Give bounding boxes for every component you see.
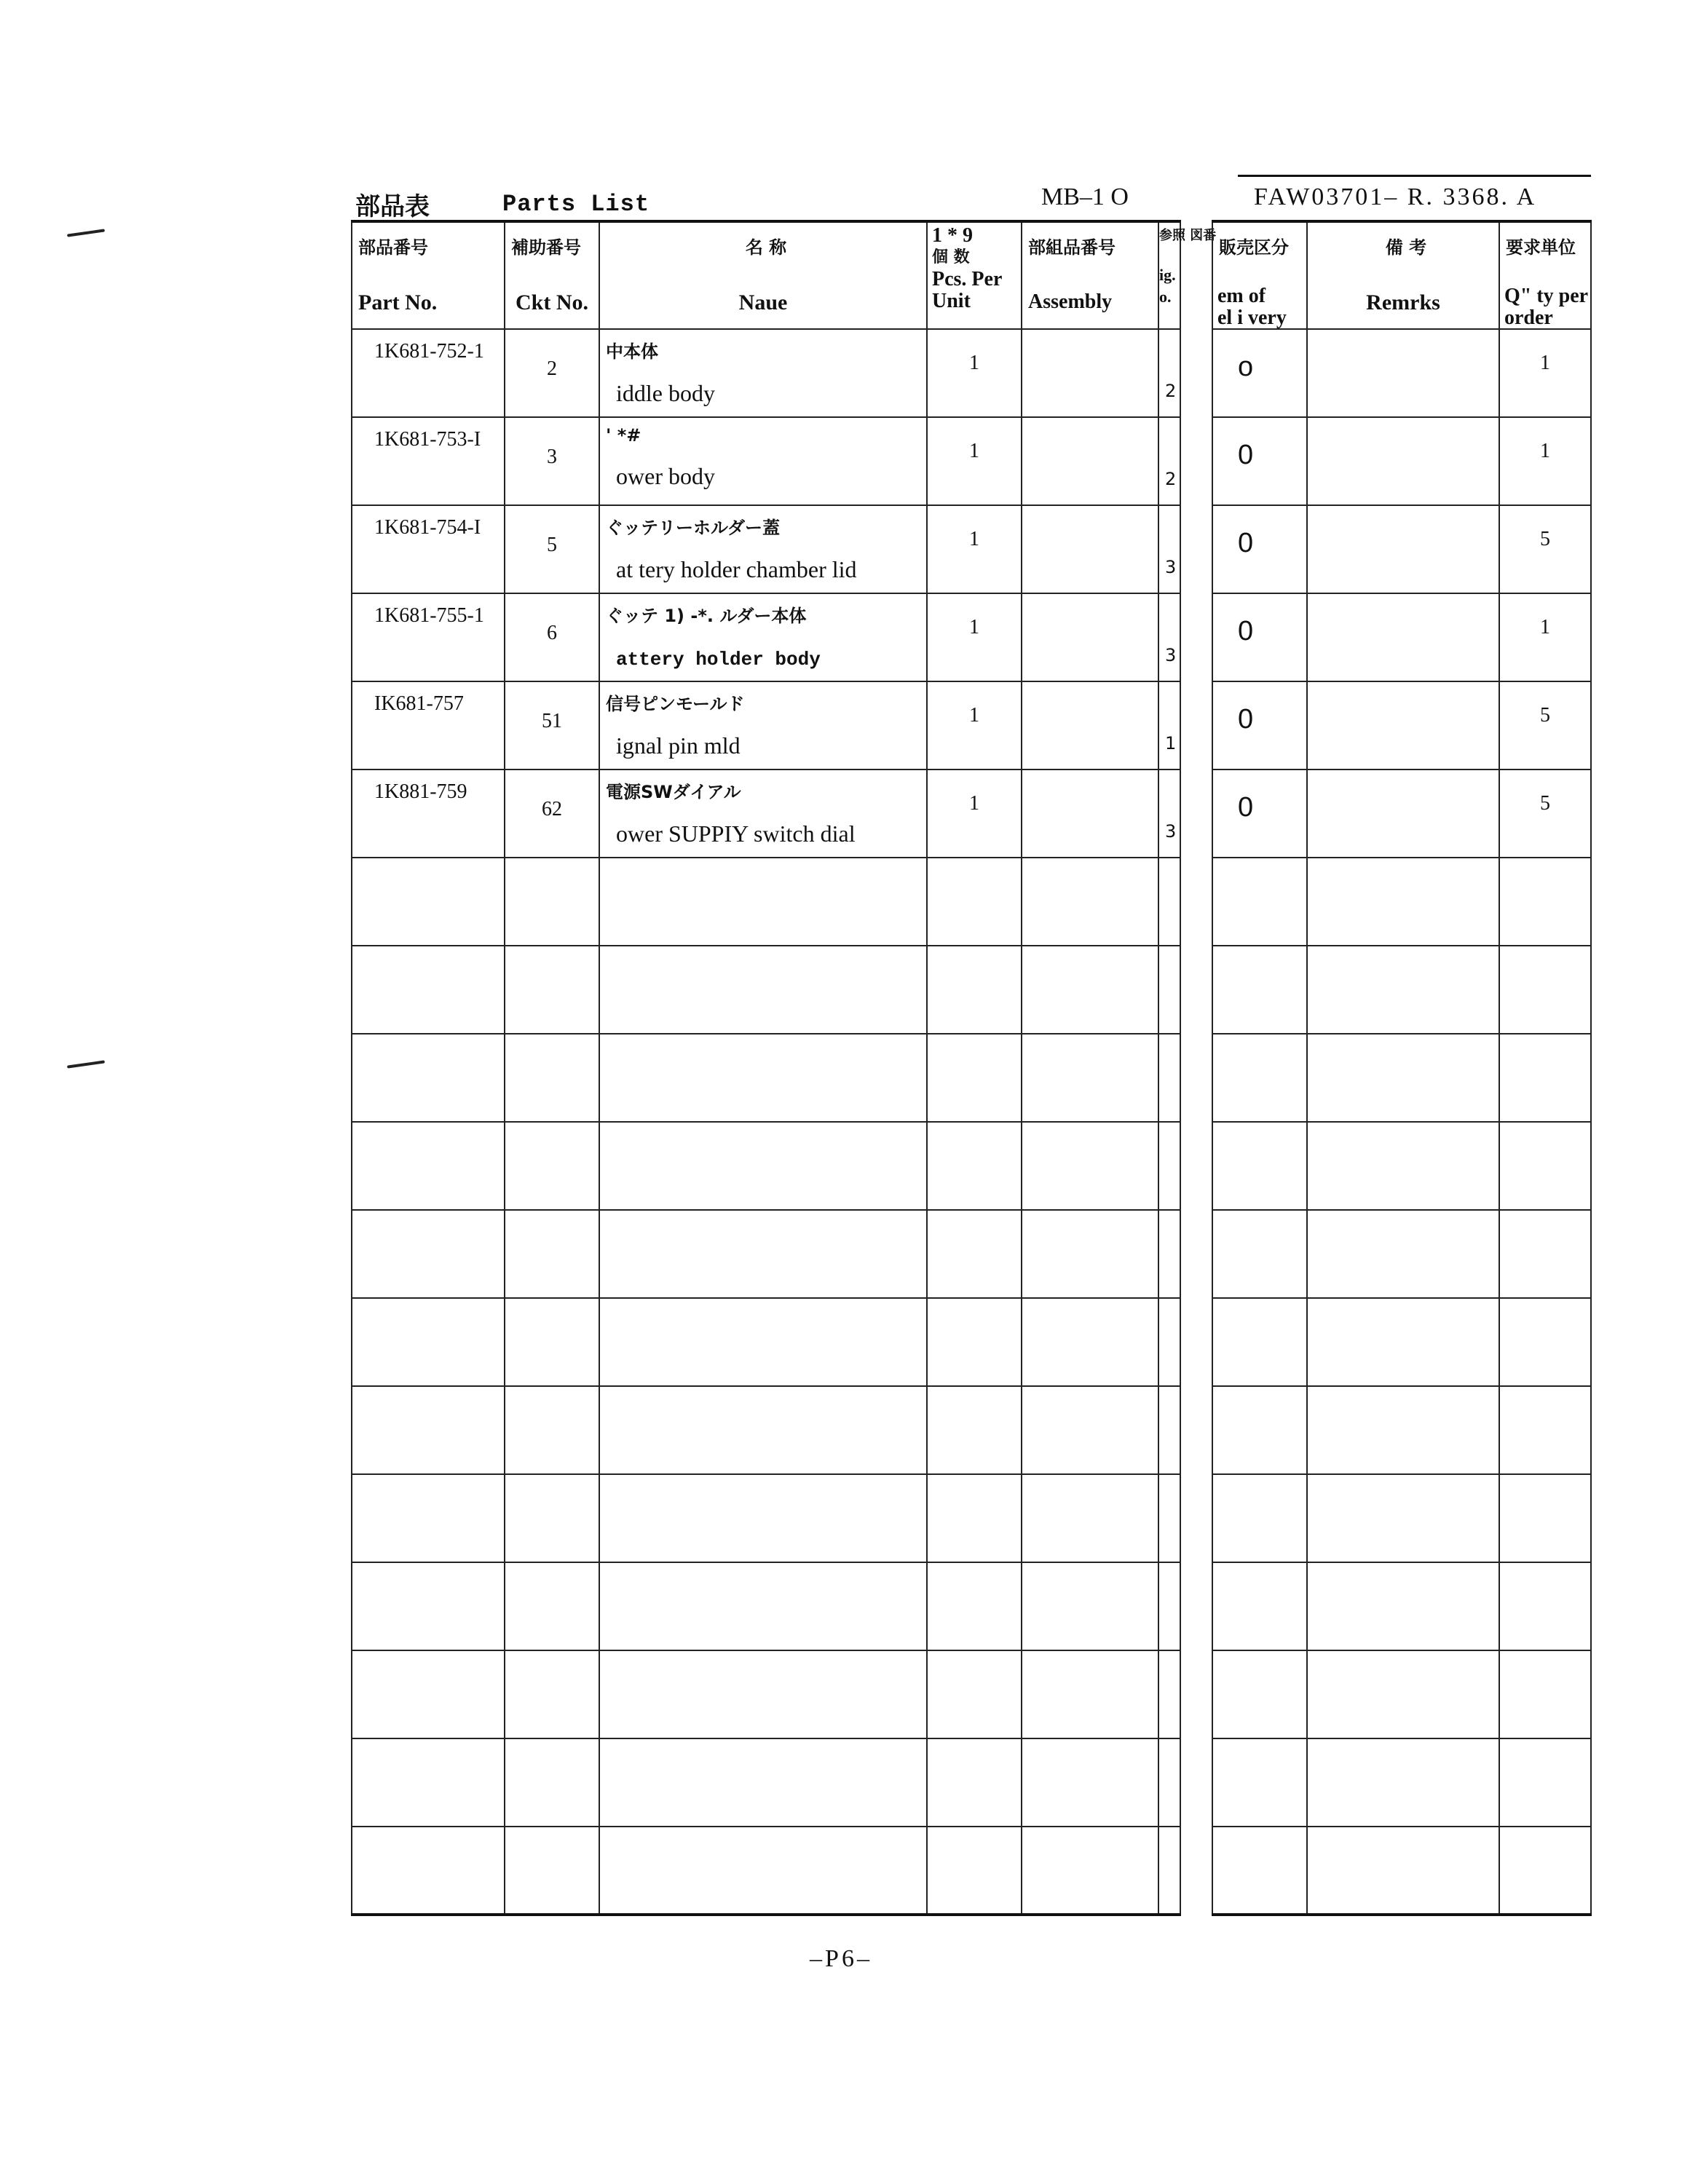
ckt-number: [505, 858, 599, 946]
table-row: [1212, 1210, 1591, 1298]
fig-number: 1: [1158, 681, 1180, 769]
fig-number: 3: [1158, 769, 1180, 858]
qty-per-order: [1499, 1034, 1591, 1122]
table-row: [352, 1122, 1180, 1210]
col-name: 名 称 Naue: [599, 221, 927, 329]
part-name: ぐッテリーホルダー蓋 at tery holder chamber lid: [599, 505, 927, 593]
table-row: [352, 769, 1180, 858]
table-header-row: [1212, 221, 1591, 329]
assembly-number: [1022, 417, 1158, 505]
remarks: [1307, 1827, 1499, 1915]
ckt-number: [505, 1474, 599, 1562]
qty-per-order: [1499, 1738, 1591, 1827]
delivery-class: [1212, 1474, 1307, 1562]
part-number: [352, 1298, 505, 1386]
parts-table-right: [1212, 220, 1592, 1916]
assembly-number: [1022, 681, 1158, 769]
qty-per-order: 1: [1499, 329, 1591, 417]
remarks: [1307, 1738, 1499, 1827]
part-number: IK681-757: [352, 681, 505, 769]
remarks: [1307, 769, 1499, 858]
doc-number-rule: [1238, 175, 1591, 177]
pcs-per-unit: [927, 1386, 1022, 1474]
pcs-per-unit: [927, 1827, 1022, 1915]
table-row: [352, 1827, 1180, 1915]
part-name: [599, 1474, 927, 1562]
pcs-per-unit: 1: [927, 417, 1022, 505]
ckt-number: [505, 1386, 599, 1474]
assembly-number: [1022, 1122, 1158, 1210]
table-row: [1212, 417, 1591, 505]
assembly-number: [1022, 329, 1158, 417]
pcs-per-unit: [927, 1474, 1022, 1562]
delivery-class: 0: [1212, 593, 1307, 681]
table-row: [352, 681, 1180, 769]
remarks: [1307, 1386, 1499, 1474]
qty-per-order: [1499, 1122, 1591, 1210]
fig-number: 3: [1158, 505, 1180, 593]
remarks: [1307, 681, 1499, 769]
delivery-class: [1212, 1562, 1307, 1650]
delivery-class: [1212, 1210, 1307, 1298]
fig-number: [1158, 1034, 1180, 1122]
qty-per-order: [1499, 1650, 1591, 1738]
qty-per-order: 5: [1499, 769, 1591, 858]
part-number: [352, 1474, 505, 1562]
qty-per-order: 5: [1499, 505, 1591, 593]
assembly-number: [1022, 1650, 1158, 1738]
part-name: ' *# ower body: [599, 417, 927, 505]
fig-number: [1158, 1738, 1180, 1827]
ckt-number: 6: [505, 593, 599, 681]
ckt-number: [505, 1034, 599, 1122]
ckt-number: [505, 1298, 599, 1386]
scan-mark: [67, 1060, 105, 1068]
part-name: [599, 1738, 927, 1827]
part-number: [352, 946, 505, 1034]
col-remarks: 備 考 Remrks: [1307, 221, 1499, 329]
ckt-number: [505, 1738, 599, 1827]
pcs-per-unit: [927, 1298, 1022, 1386]
fig-number: 3: [1158, 593, 1180, 681]
ckt-number: [505, 1562, 599, 1650]
table-row: [1212, 1474, 1591, 1562]
fig-number: 2: [1158, 329, 1180, 417]
remarks: [1307, 593, 1499, 681]
part-number: [352, 1034, 505, 1122]
table-row: [352, 946, 1180, 1034]
table-row: [352, 1034, 1180, 1122]
delivery-class: [1212, 1827, 1307, 1915]
table-row: [1212, 681, 1591, 769]
page-title: Parts List: [502, 191, 650, 218]
table-row: [1212, 593, 1591, 681]
table-row: [352, 1562, 1180, 1650]
table-row: [352, 1650, 1180, 1738]
table-row: [352, 858, 1180, 946]
pcs-per-unit: [927, 1562, 1022, 1650]
pcs-per-unit: [927, 1210, 1022, 1298]
pcs-per-unit: [927, 1034, 1022, 1122]
table-row: [352, 505, 1180, 593]
part-name: [599, 858, 927, 946]
fig-number: [1158, 1650, 1180, 1738]
page-number: –P6–: [810, 1945, 872, 1972]
part-number: [352, 1562, 505, 1650]
col-assembly: 部組品番号 Assembly: [1022, 221, 1158, 329]
pcs-per-unit: [927, 1738, 1022, 1827]
col-qty: 要求単位 Q" ty per order: [1499, 221, 1591, 329]
fig-number: [1158, 1827, 1180, 1915]
qty-per-order: 5: [1499, 681, 1591, 769]
assembly-number: [1022, 1738, 1158, 1827]
delivery-class: 0: [1212, 417, 1307, 505]
delivery-class: [1212, 1298, 1307, 1386]
pcs-per-unit: [927, 858, 1022, 946]
part-name: [599, 1210, 927, 1298]
table-row: [352, 1386, 1180, 1474]
fig-number: [1158, 1386, 1180, 1474]
pcs-per-unit: [927, 1650, 1022, 1738]
assembly-number: [1022, 1210, 1158, 1298]
delivery-class: 0: [1212, 681, 1307, 769]
table-row: [352, 1298, 1180, 1386]
delivery-class: [1212, 1738, 1307, 1827]
table-row: [1212, 1298, 1591, 1386]
part-number: 1K881-759: [352, 769, 505, 858]
table-row: [1212, 1386, 1591, 1474]
assembly-number: [1022, 593, 1158, 681]
delivery-class: [1212, 858, 1307, 946]
table-row: [1212, 858, 1591, 946]
part-number: 1K681-754-I: [352, 505, 505, 593]
qty-per-order: [1499, 1474, 1591, 1562]
ckt-number: [505, 1122, 599, 1210]
fig-number: [1158, 1122, 1180, 1210]
assembly-number: [1022, 858, 1158, 946]
delivery-class: [1212, 946, 1307, 1034]
table-row: [1212, 505, 1591, 593]
table-row: [352, 1474, 1180, 1562]
col-pcs: 1 * 9 個 数 Pcs. Per Unit: [927, 221, 1022, 329]
delivery-class: [1212, 1122, 1307, 1210]
part-name: [599, 1562, 927, 1650]
table-row: [352, 593, 1180, 681]
assembly-number: [1022, 1298, 1158, 1386]
col-part-no: 部品番号 Part No.: [352, 221, 505, 329]
model-number: MB–1 O: [1041, 183, 1129, 210]
pcs-per-unit: [927, 946, 1022, 1034]
assembly-number: [1022, 1386, 1158, 1474]
remarks: [1307, 505, 1499, 593]
assembly-number: [1022, 505, 1158, 593]
fig-number: [1158, 946, 1180, 1034]
part-name: [599, 946, 927, 1034]
scan-mark: [67, 229, 105, 237]
delivery-class: [1212, 1386, 1307, 1474]
ckt-number: [505, 1650, 599, 1738]
qty-per-order: 1: [1499, 417, 1591, 505]
table-row: [1212, 1650, 1591, 1738]
part-number: [352, 1210, 505, 1298]
doc-number: FAW03701– R. 3368. A: [1254, 183, 1537, 210]
table-row: [1212, 1034, 1591, 1122]
qty-per-order: [1499, 1562, 1591, 1650]
fig-number: 2: [1158, 417, 1180, 505]
table-row: [1212, 329, 1591, 417]
assembly-number: [1022, 1474, 1158, 1562]
pcs-per-unit: 1: [927, 505, 1022, 593]
part-name: 電源SWダイアル ower SUPPIY switch dial: [599, 769, 927, 858]
ckt-number: 2: [505, 329, 599, 417]
part-number: [352, 858, 505, 946]
fig-number: [1158, 1474, 1180, 1562]
remarks: [1307, 1298, 1499, 1386]
remarks: [1307, 1210, 1499, 1298]
table-row: [352, 1210, 1180, 1298]
delivery-class: 0: [1212, 505, 1307, 593]
fig-number: [1158, 858, 1180, 946]
part-name: [599, 1298, 927, 1386]
qty-per-order: 1: [1499, 593, 1591, 681]
qty-per-order: [1499, 1210, 1591, 1298]
ckt-number: [505, 946, 599, 1034]
ckt-number: 51: [505, 681, 599, 769]
delivery-class: 0: [1212, 769, 1307, 858]
table-row: [352, 417, 1180, 505]
table-row: [1212, 946, 1591, 1034]
assembly-number: [1022, 1827, 1158, 1915]
table-row: [352, 1738, 1180, 1827]
delivery-class: [1212, 1650, 1307, 1738]
part-number: 1K681-753-I: [352, 417, 505, 505]
part-name: [599, 1827, 927, 1915]
page-title-jp: 部品表: [355, 192, 430, 221]
parts-table: [351, 220, 1217, 1916]
assembly-number: [1022, 769, 1158, 858]
pcs-per-unit: 1: [927, 769, 1022, 858]
qty-per-order: [1499, 946, 1591, 1034]
part-name: [599, 1650, 927, 1738]
col-delivery: 販売区分 em of el i very: [1212, 221, 1307, 329]
part-number: 1K681-752-1: [352, 329, 505, 417]
ckt-number: [505, 1210, 599, 1298]
qty-per-order: [1499, 1827, 1591, 1915]
assembly-number: [1022, 1034, 1158, 1122]
table-header-row: [352, 221, 1180, 329]
part-name: 中本体 iddle body: [599, 329, 927, 417]
col-fig: 参照 図番 ig. o.: [1158, 221, 1180, 329]
pcs-per-unit: 1: [927, 681, 1022, 769]
assembly-number: [1022, 1562, 1158, 1650]
ckt-number: 62: [505, 769, 599, 858]
part-name: 信号ピンモールド ignal pin mld: [599, 681, 927, 769]
part-number: [352, 1827, 505, 1915]
remarks: [1307, 1122, 1499, 1210]
part-number: [352, 1122, 505, 1210]
table-row: [1212, 769, 1591, 858]
remarks: [1307, 1034, 1499, 1122]
qty-per-order: [1499, 858, 1591, 946]
remarks: [1307, 1474, 1499, 1562]
qty-per-order: [1499, 1298, 1591, 1386]
delivery-class: [1212, 1034, 1307, 1122]
ckt-number: [505, 1827, 599, 1915]
pcs-per-unit: 1: [927, 593, 1022, 681]
table-row: [352, 329, 1180, 417]
col-ckt-no: 補助番号 Ckt No.: [505, 221, 599, 329]
ckt-number: 5: [505, 505, 599, 593]
table-row: [1212, 1738, 1591, 1827]
part-number: [352, 1650, 505, 1738]
pcs-per-unit: 1: [927, 329, 1022, 417]
part-number: 1K681-755-1: [352, 593, 505, 681]
part-number: [352, 1738, 505, 1827]
ckt-number: 3: [505, 417, 599, 505]
qty-per-order: [1499, 1386, 1591, 1474]
table-row: [1212, 1122, 1591, 1210]
remarks: [1307, 329, 1499, 417]
part-name: [599, 1034, 927, 1122]
part-name: [599, 1386, 927, 1474]
remarks: [1307, 1650, 1499, 1738]
remarks: [1307, 946, 1499, 1034]
table-row: [1212, 1562, 1591, 1650]
remarks: [1307, 417, 1499, 505]
part-number: [352, 1386, 505, 1474]
remarks: [1307, 1562, 1499, 1650]
fig-number: [1158, 1210, 1180, 1298]
assembly-number: [1022, 946, 1158, 1034]
delivery-class: o: [1212, 329, 1307, 417]
fig-number: [1158, 1298, 1180, 1386]
part-name: [599, 1122, 927, 1210]
fig-number: [1158, 1562, 1180, 1650]
pcs-per-unit: [927, 1122, 1022, 1210]
remarks: [1307, 858, 1499, 946]
table-row: [1212, 1827, 1591, 1915]
part-name: ぐッテ 1) -*. ルダー本体 attery holder body: [599, 593, 927, 681]
